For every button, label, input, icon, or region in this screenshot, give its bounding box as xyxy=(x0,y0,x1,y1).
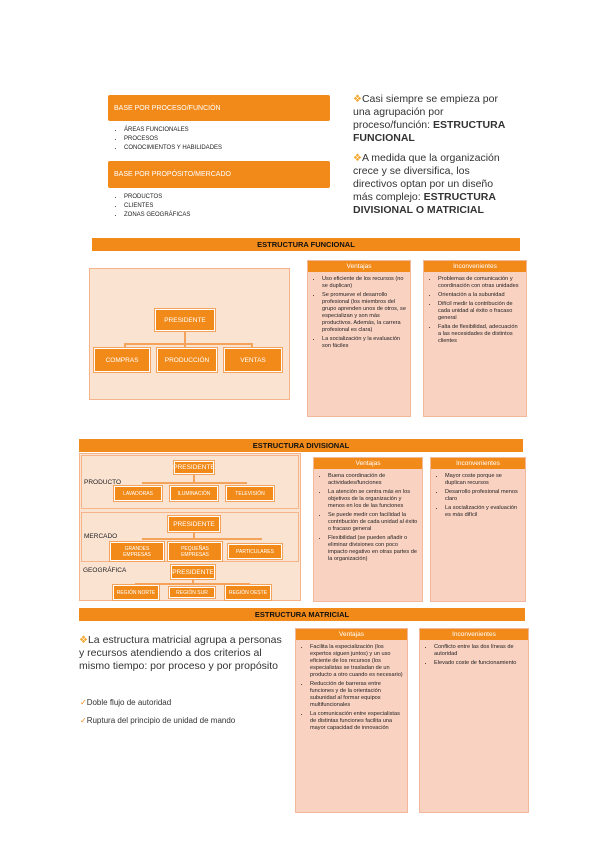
panel-inconvenientes-divisional xyxy=(430,457,526,602)
diamond-icon: ❖ xyxy=(353,94,362,105)
panel-inconvenientes-funcional xyxy=(423,260,527,417)
box-television: TELEVISIÓN xyxy=(226,486,274,501)
list-item: • Mayor coste porque se duplican recursos xyxy=(445,473,521,487)
box-pequenas-empresas: PEQUEÑAS EMPRESAS xyxy=(168,542,222,561)
list-item: • La socialización y la evaluación son fáciles xyxy=(322,336,406,350)
para-matricial xyxy=(79,634,284,673)
section-title-funcional: ESTRUCTURA FUNCIONAL xyxy=(92,238,520,251)
check-item xyxy=(80,698,290,707)
diamond-icon: ❖ xyxy=(79,635,88,646)
list-item: • La atención se centra más en los objetivos de la organización y menos en los de las funciones xyxy=(328,489,418,510)
check-text: Doble flujo de autoridad xyxy=(86,698,172,707)
box-particulares: PARTICULARES xyxy=(228,544,282,559)
box-region-norte: REGIÓN NORTE xyxy=(113,585,159,600)
list-item: • ZONAS GEOGRÁFICAS xyxy=(124,211,330,220)
connector xyxy=(193,474,195,482)
para-funcional xyxy=(353,93,513,145)
panel-ventajas-divisional xyxy=(313,457,423,602)
block-mercado xyxy=(81,512,299,562)
list-item: • Uso eficiente de los recursos (no se duplican) xyxy=(322,276,406,290)
box-presidente: PRESIDENTE xyxy=(171,565,215,579)
bullets-proceso xyxy=(110,126,330,153)
list-item: • Falta de flexibilidad, adecuación a las necesidades de distintos clientes xyxy=(438,324,522,345)
para-text: La estructura matricial agrupa a personas y recursos atendiendo a dos criterios al mismo tiempo: por proceso y por propósito xyxy=(79,634,282,672)
connector xyxy=(142,538,262,540)
list-item: • Problemas de comunicación y coordinación con otras unidades xyxy=(438,276,522,290)
org-chart-funcional xyxy=(89,268,290,400)
para-bold: ESTRUCTURA FUNCIONAL xyxy=(353,119,505,144)
list-item: • PRODUCTOS xyxy=(124,193,330,202)
section-title-matricial: ESTRUCTURA MATRICIAL xyxy=(79,608,525,621)
panel-title: Ventajas xyxy=(308,261,410,272)
list-item: • CONOCIMIENTOS Y HABILIDADES xyxy=(124,144,330,153)
list-item: • Buena coordinación de actividades/funciones xyxy=(328,473,418,487)
connector xyxy=(184,331,186,343)
label-mercado: MERCADO xyxy=(84,533,118,540)
check-item xyxy=(80,716,290,725)
block-producto xyxy=(81,455,299,509)
panel-inconvenientes-matricial xyxy=(419,628,529,813)
list-item: • Facilita la especialización (los expertos siguen juntos) y un uso eficiente de los recursos (los especialistas se trasladan de un producto a otro cuando es necesario) xyxy=(310,644,403,679)
bar-proceso-label: BASE POR PROCESO/FUNCIÓN xyxy=(114,104,221,112)
bar-proceso-funcion xyxy=(108,95,330,121)
list-item: • La comunicación entre especialistas de distintas funciones facilita una mayor capacidad de innovación xyxy=(310,711,403,732)
panel-ventajas-matricial xyxy=(295,628,408,813)
diamond-icon: ❖ xyxy=(353,153,362,164)
connector xyxy=(142,482,247,484)
connector xyxy=(124,343,253,345)
panel-title: Ventajas xyxy=(296,629,407,640)
list-item: • Orientación a la subunidad xyxy=(438,292,522,299)
list-item: • Difícil medir la contribución de cada unidad al éxito o fracaso general xyxy=(438,301,522,322)
list-item: • Conflicto entre las dos líneas de autoridad xyxy=(434,644,524,658)
list-item: • Reducción de barreras entre funciones y de la orientación subunidad al formar equipos multifuncionales xyxy=(310,681,403,709)
box-presidente: PRESIDENTE xyxy=(155,309,215,331)
box-iluminacion: ILUMINACIÓN xyxy=(170,486,218,501)
bullets-proposito xyxy=(110,193,330,220)
para-text: Casi siempre se empieza por una agrupación por proceso/función: xyxy=(353,93,498,131)
para-text: A medida que la organización crece y se diversifica, los directivos optan por un diseño más complejo: xyxy=(353,152,500,203)
box-ventas: VENTAS xyxy=(224,348,282,372)
panel-title: Inconvenientes xyxy=(424,261,526,272)
panel-title: Inconvenientes xyxy=(420,629,528,640)
box-produccion: PRODUCCIÓN xyxy=(157,348,217,372)
checkmark-icon: ✓ xyxy=(80,698,87,707)
block-geografica xyxy=(81,565,299,600)
list-item: • Elevado coste de funcionamiento xyxy=(434,660,524,667)
list-item: • Se promueve el desarrollo profesional (los miembros del grupo aprenden unos de otros, se especializan y son más productivos. Además, la carrera profesional es clara) xyxy=(322,292,406,334)
bar-proposito-mercado xyxy=(108,161,330,188)
bar-proposito-label: BASE POR PROPÓSITO/MERCADO xyxy=(114,171,231,178)
list-item: • Desarrollo profesional menos claro xyxy=(445,489,521,503)
list-item: • CLIENTES xyxy=(124,202,330,211)
list-item: • PROCESOS xyxy=(124,135,330,144)
list-item: • ÁREAS FUNCIONALES xyxy=(124,126,330,135)
box-presidente: PRESIDENTE xyxy=(168,516,220,532)
box-lavadoras: LAVADORAS xyxy=(114,486,162,501)
label-producto: PRODUCTO xyxy=(84,479,122,486)
box-compras: COMPRAS xyxy=(94,348,150,372)
list-item: • Flexibilidad (se pueden añadir o eliminar divisiones con poco impacto negativo en otras partes de la organización) xyxy=(328,535,418,563)
para-bold: ESTRUCTURA DIVISIONAL O MATRICIAL xyxy=(353,191,496,216)
checkmark-icon: ✓ xyxy=(80,716,87,725)
panel-title: Ventajas xyxy=(314,458,422,469)
check-text: Ruptura del principio de unidad de mando xyxy=(86,716,236,725)
label-geografica: GEOGRÁFICA xyxy=(83,567,127,574)
box-presidente: PRESIDENTE xyxy=(174,461,214,474)
panel-title: Inconvenientes xyxy=(431,458,525,469)
box-region-oeste: REGIÓN OESTE xyxy=(225,585,271,600)
para-divisional xyxy=(353,152,513,217)
box-grandes-empresas: GRANDES EMPRESAS xyxy=(110,542,164,561)
list-item: • Se puede medir con facilidad la contribución de cada unidad al éxito o fracaso general xyxy=(328,512,418,533)
box-region-sur: REGIÓN SUR xyxy=(169,587,215,598)
section-title-divisional: ESTRUCTURA DIVISIONAL xyxy=(79,439,523,452)
list-item: • La socialización y evaluación es más difícil xyxy=(445,505,521,519)
org-chart-divisional xyxy=(79,453,301,601)
panel-ventajas-funcional xyxy=(307,260,411,417)
